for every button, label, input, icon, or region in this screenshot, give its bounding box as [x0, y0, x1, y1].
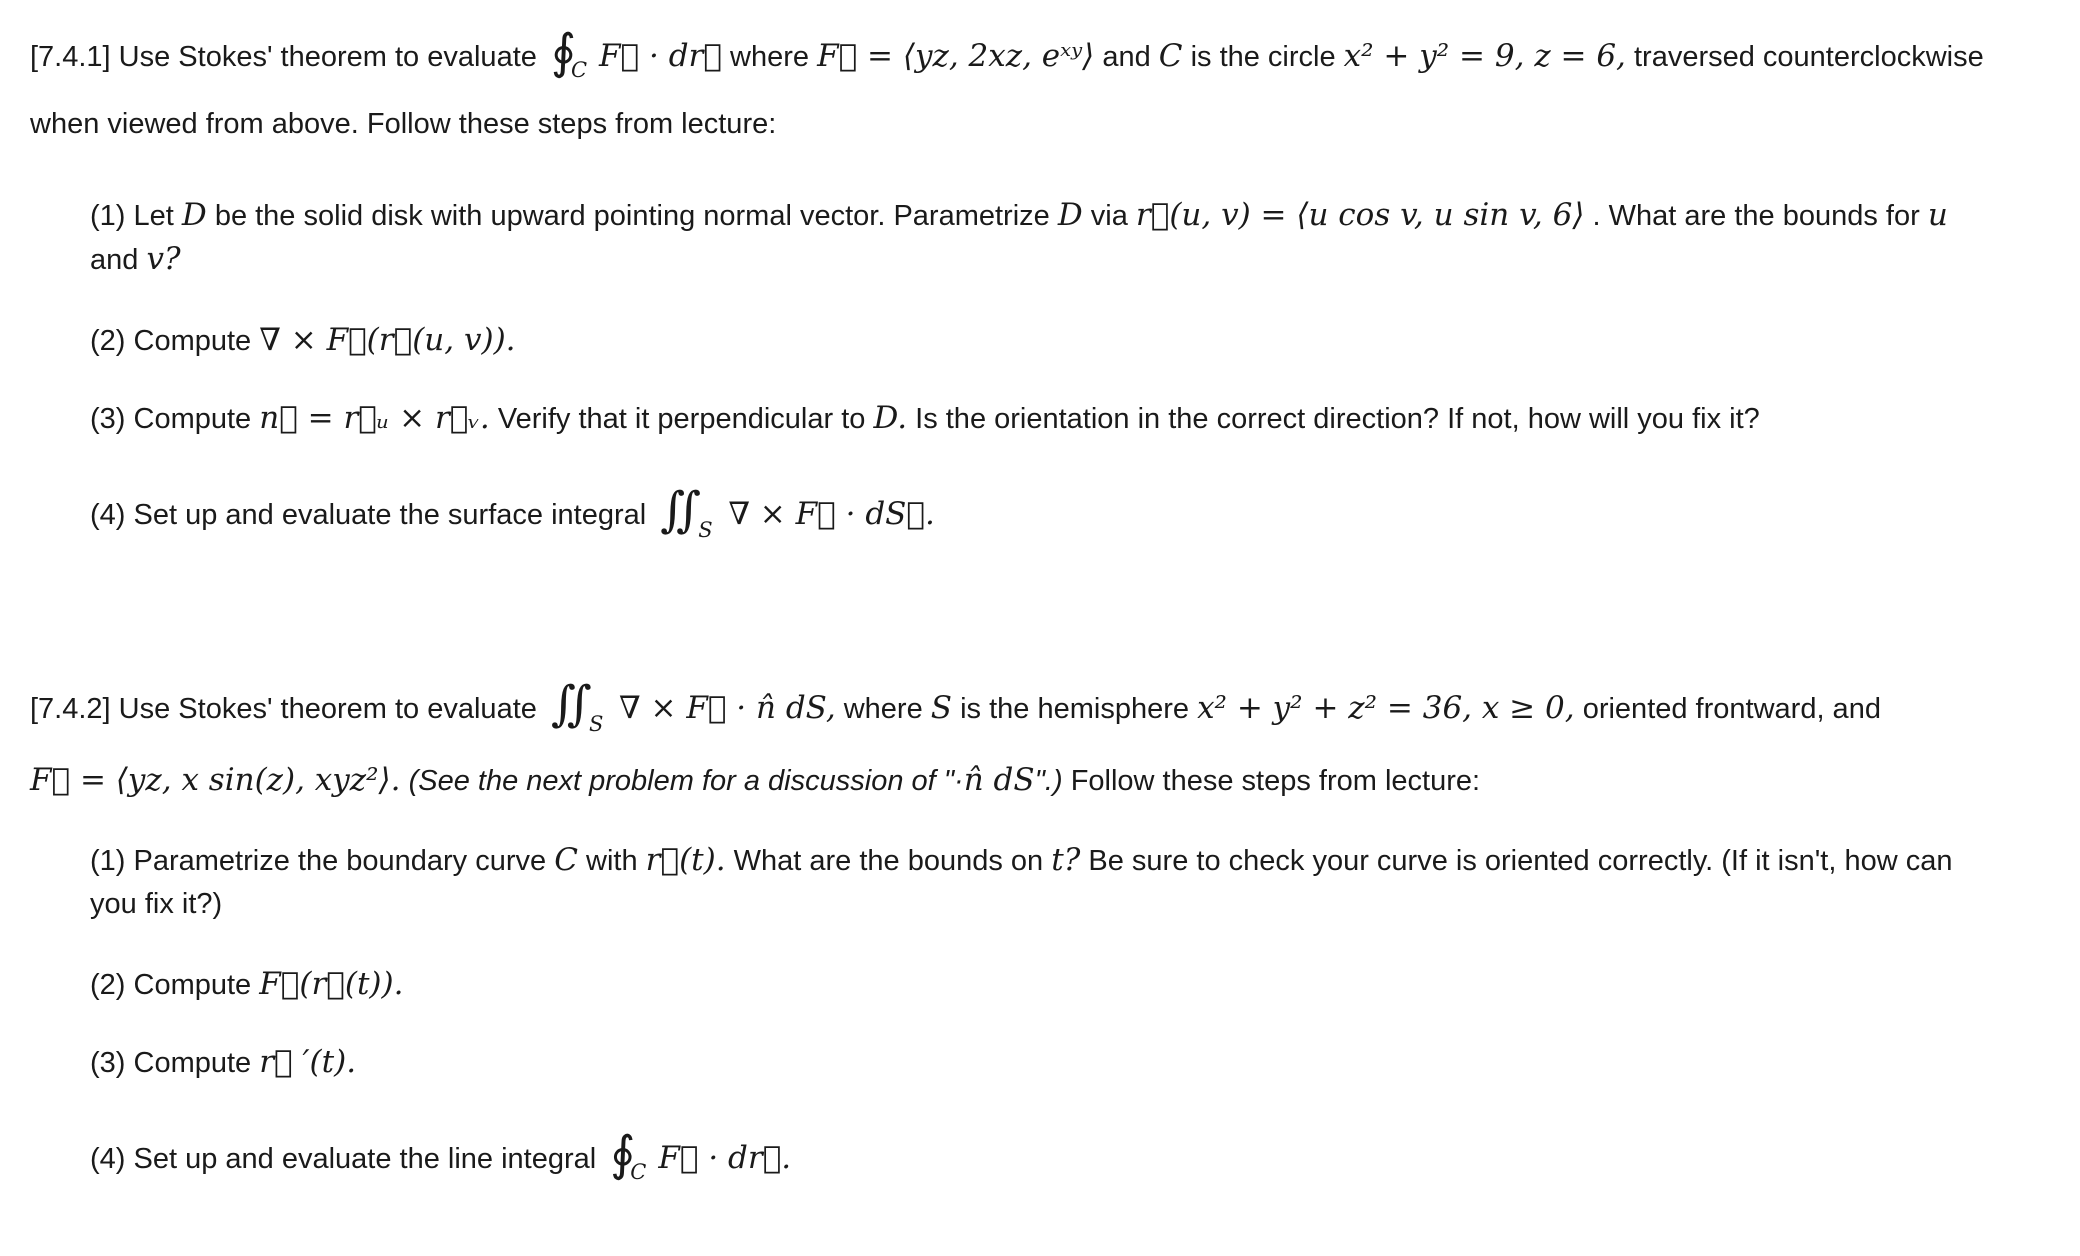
problem-2-step-4: (4) Set up and evaluate the line integral ∮ C F⃗ · dr⃗.	[90, 1126, 792, 1185]
problem-1-step-4: (4) Set up and evaluate the surface integral ∬ S ∇ × F⃗ · dS⃗.	[90, 482, 935, 543]
problem-2-step-1: (1) Parametrize the boundary curve C with r⃗(t). What are the bounds on t? Be sure to check your curve is oriented correctly. (If it isn't, how can	[90, 842, 1953, 878]
problem-1-intro-line-2: when viewed from above. Follow these steps from lecture:	[30, 108, 777, 140]
problem-2-step-1-line-2: you fix it?)	[90, 888, 223, 920]
double-integral-symbol: ∬ S	[660, 482, 713, 543]
problem-1-step-1-line-2: and v?	[90, 241, 181, 277]
problem-2-step-2: (2) Compute F⃗(r⃗(t)).	[90, 966, 404, 1002]
problem-2-intro-line-2: F⃗ = ⟨yz, x sin(z), xyz²⟩. (See the next problem for a discussion of "·n̂ dS".) Follow these steps from lecture:	[30, 762, 1481, 798]
problem-1-step-3: (3) Compute n⃗ = r⃗ᵤ × r⃗ᵥ. Verify that it perpendicular to D. Is the orientation in the correct direction? If not, how will you fix it?	[90, 400, 1760, 436]
problem-1-step-1: (1) Let D be the solid disk with upward pointing normal vector. Parametrize D via r⃗(u, v) = ⟨u cos v, u sin v, 6⟩ . What are the bounds for u	[90, 197, 1948, 233]
problem-1-intro-line-1: [7.4.1] Use Stokes' theorem to evaluate ∮ C F⃗ · dr⃗ where F⃗ = ⟨yz, 2xz, eˣʸ⟩ and C is the circle x² + y² = 9, z = 6, traversed counterclockwise	[30, 24, 1984, 83]
problem-2-step-3: (3) Compute r⃗ ′(t).	[90, 1044, 357, 1080]
contour-integral-symbol: ∮ C	[550, 24, 588, 83]
double-integral-symbol: ∬ S	[550, 676, 604, 737]
problem-2-intro-line-1: [7.4.2] Use Stokes' theorem to evaluate ∬ S ∇ × F⃗ · n̂ dS, where S is the hemisphere x² + y² + z² = 36, x ≥ 0, oriented frontward, and	[30, 676, 1881, 737]
problem-1-step-2: (2) Compute ∇ × F⃗(r⃗(u, v)).	[90, 322, 516, 358]
p1-text: [7.4.1] Use Stokes' theorem to evaluate	[30, 41, 537, 73]
p1-math: F⃗ · dr⃗	[599, 38, 722, 74]
contour-integral-symbol: ∮ C	[610, 1126, 647, 1185]
